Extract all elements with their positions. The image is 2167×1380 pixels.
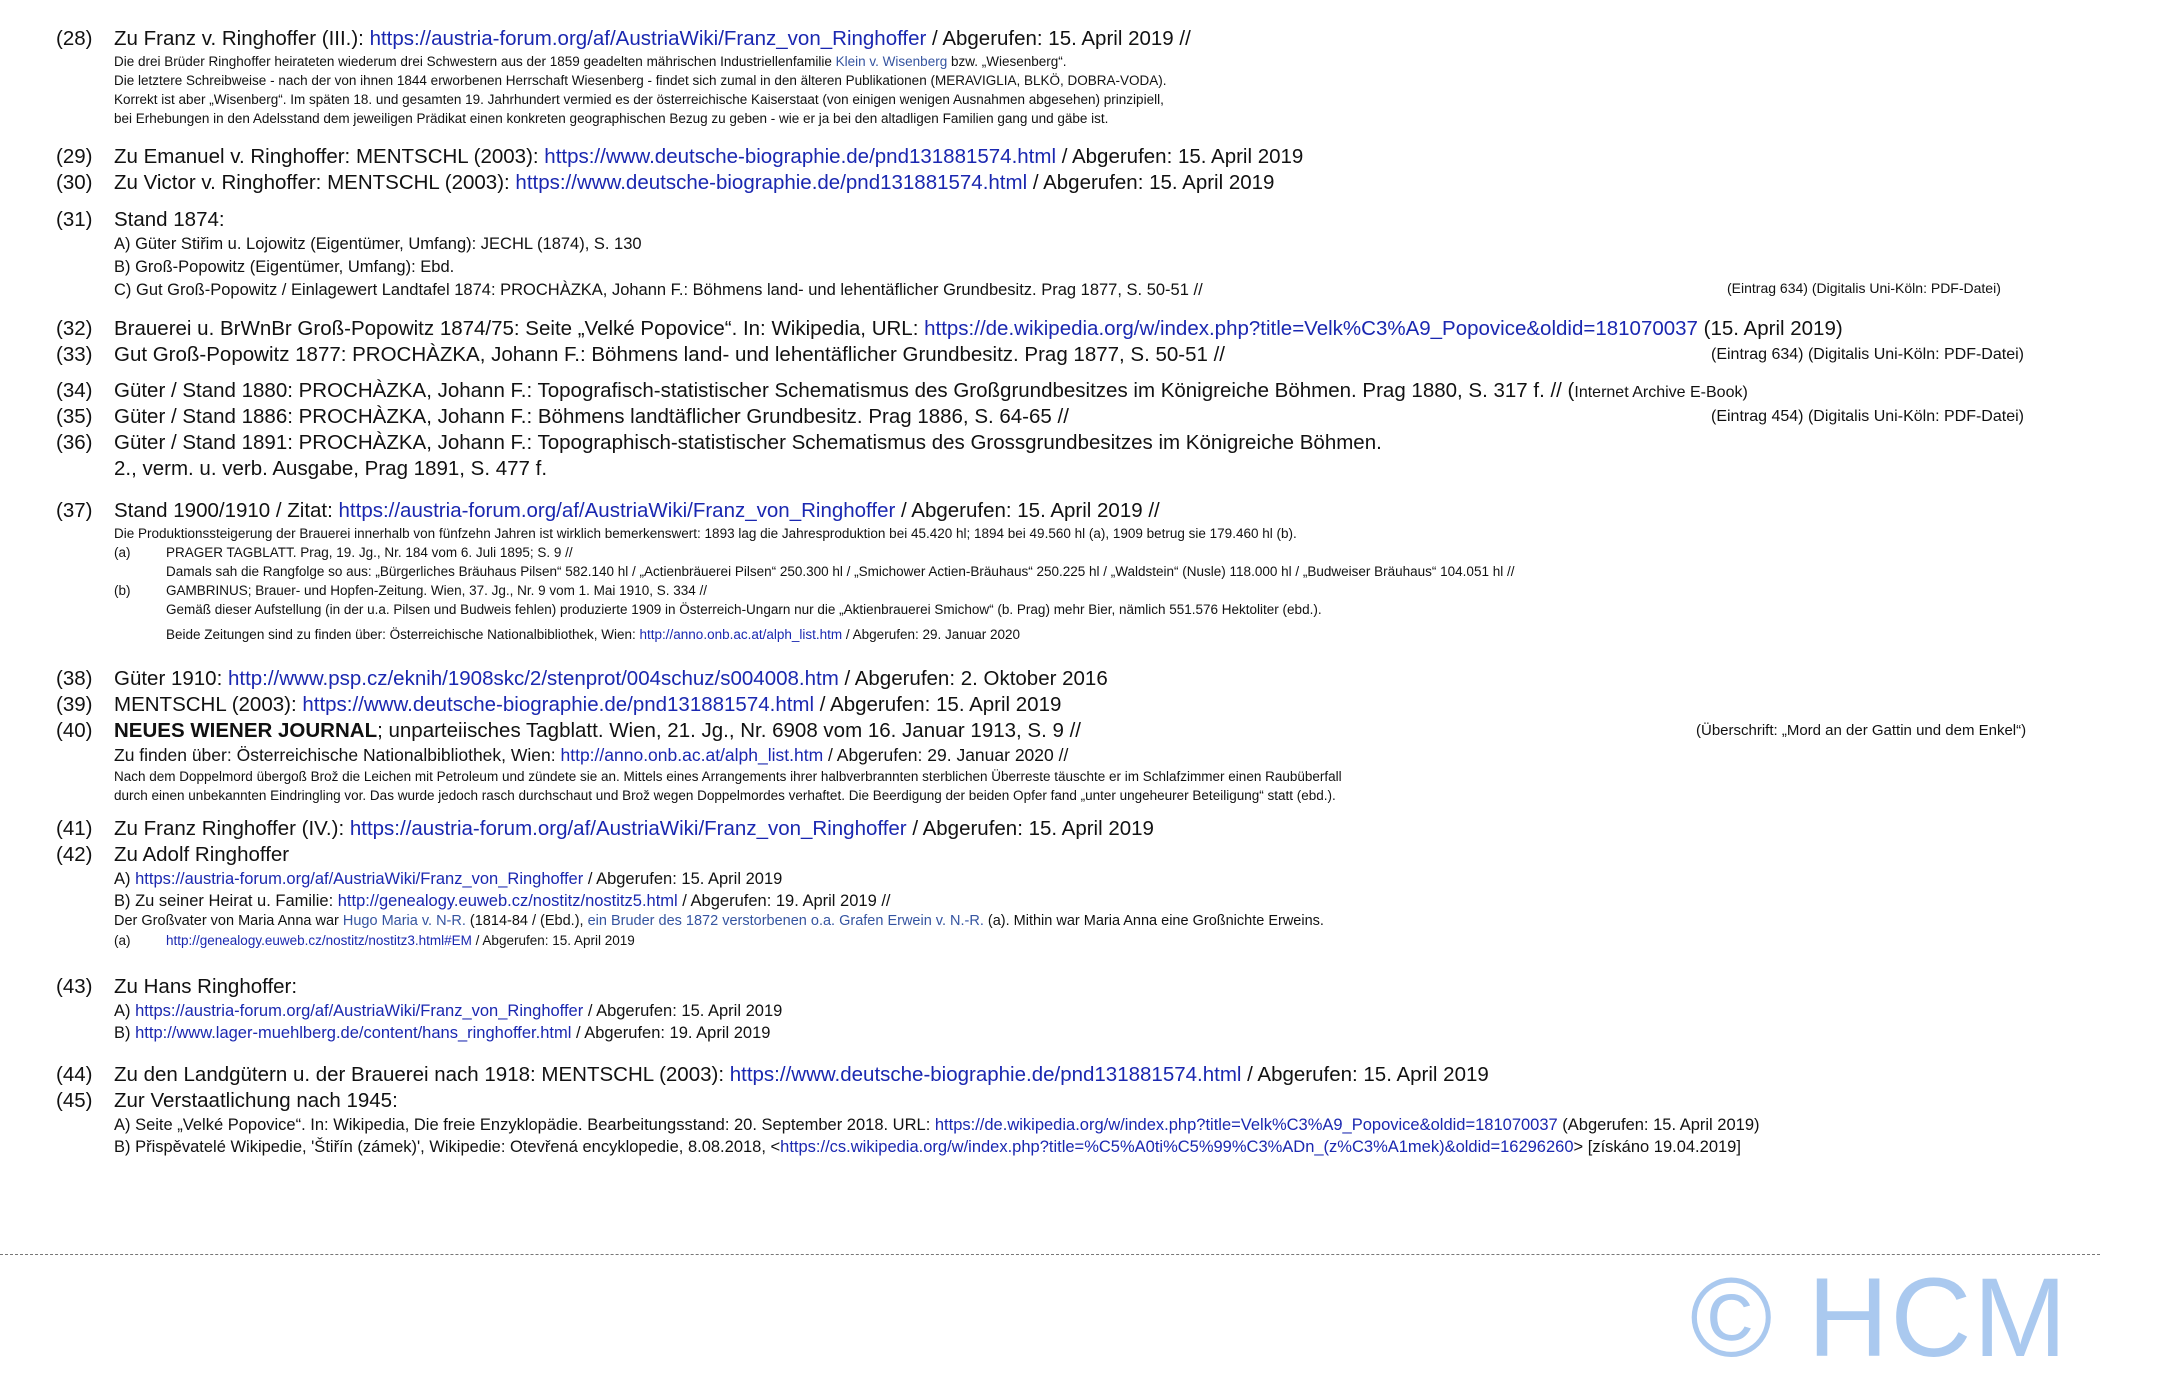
note-text: Beide Zeitungen sind zu finden über: Österreichische Nationalbibliothek, Wien: (166, 627, 640, 642)
item-text: / Abgerufen: 19. April 2019 // (677, 892, 891, 910)
link-austria-forum[interactable]: https://austria-forum.org/af/AustriaWiki/Franz_von_Ringhoffer (135, 870, 584, 888)
footnote-text: Güter 1910: (114, 667, 228, 690)
note-text: (1814-84 / (Ebd.), (465, 913, 588, 929)
note-line: bei Erhebungen in den Adelsstand dem jeweiligen Prädikat einen konkreten geographischen Bezug zu geben - wie er ja bei den altadligen Familien gang und gäbe ist. (114, 111, 1109, 126)
footnote-number: (28) (56, 27, 93, 50)
item-a (114, 1000, 782, 1022)
footnote-text: / Abgerufen: 15. April 2019 // (926, 27, 1191, 50)
footnote-number: (33) (56, 343, 93, 366)
note-text: / Abgerufen: 29. Januar 2020 (842, 627, 1021, 642)
footnote-number: (40) (56, 719, 93, 742)
note-text: Der Großvater von Maria Anna war (114, 913, 343, 929)
footnote-text: Zu Franz v. Ringhoffer (III.): (114, 27, 370, 50)
link-genealogy-nostitz5[interactable]: http://genealogy.euweb.cz/nostitz/nostitz5.html (337, 892, 678, 910)
item-b (114, 1136, 1760, 1158)
footnote-text: Gut Groß-Popowitz 1877: PROCHÀZKA, Johann F.: Böhmens land- und lehentäflicher Grundbesitz. Prag 1877, S. 50-51 // (114, 343, 1225, 366)
item-a (114, 1114, 1760, 1136)
item-a (114, 868, 1324, 890)
note-marker: (a) (114, 545, 131, 560)
find-line (114, 744, 2116, 767)
footnote-number: (36) (56, 431, 93, 454)
footnote-text: / Abgerufen: 2. Oktober 2016 (838, 667, 1108, 690)
link-wikipedia-de[interactable]: https://de.wikipedia.org/w/index.php?title=Velk%C3%A9_Popovice&oldid=181070037 (934, 1116, 1558, 1134)
footnote-number: (35) (56, 405, 93, 428)
footnote-text: Zu den Landgütern u. der Brauerei nach 1918: MENTSCHL (2003): (114, 1063, 730, 1086)
footnote-text: Zu Franz Ringhoffer (IV.): (114, 817, 350, 840)
item-text: A) (114, 1002, 136, 1020)
footnote-title: Zu Hans Ringhoffer: (114, 975, 298, 998)
footnote-text: / Abgerufen: 15. April 2019 (814, 693, 1062, 716)
footnote-text: / Abgerufen: 15. April 2019 (906, 817, 1154, 840)
link-anno-onb[interactable]: http://anno.onb.ac.at/alph_list.htm (560, 745, 824, 765)
note-line: durch einen unbekannten Eindringling vor. Das wurde jedoch rasch durchschaut und Brož wegen Doppelmordes verhaftet. Die Beerdigung der beiden Opfer fand „unter ungeheurer Beteiligung“ statt (ebd.). (114, 788, 1336, 803)
item-text: / Abgerufen: 19. April 2019 (571, 1024, 771, 1042)
footnote-number: (43) (56, 975, 93, 998)
item-text: / Abgerufen: 15. April 2019 (583, 1002, 783, 1020)
link-psp[interactable]: http://www.psp.cz/eknih/1908skc/2/stenprot/004schuz/s004008.htm (227, 667, 839, 690)
footnote-33 (56, 342, 2086, 368)
link-wikipedia-de[interactable]: https://de.wikipedia.org/w/index.php?title=Velk%C3%A9_Popovice&oldid=181070037 (924, 317, 1698, 340)
note-text: PRAGER TAGBLATT. Prag, 19. Jg., Nr. 184 vom 6. Juli 1895; S. 9 // (166, 545, 573, 560)
footnote-text: Güter / Stand 1886: PROCHÀZKA, Johann F.: Böhmens landtäflicher Grundbesitz. Prag 1886, S. 64-65 // (114, 405, 1069, 428)
source-note: (Eintrag 454) (Digitalis Uni-Köln: PDF-Datei) (1711, 408, 2024, 425)
footnote-text: Stand 1900/1910 / Zitat: (114, 499, 339, 522)
item-a: A) Güter Stiřim u. Lojowitz (Eigentümer, Umfang): JECHL (1874), S. 130 (114, 235, 642, 253)
note-text: Zu finden über: Österreichische Nationalbibliothek, Wien: (114, 745, 561, 765)
item-text: / Abgerufen: 15. April 2019 (583, 870, 783, 888)
note-text: / Abgerufen: 29. Januar 2020 // (823, 745, 1069, 765)
footnote-number: (37) (56, 499, 93, 522)
footnote-title: Zu Adolf Ringhoffer (114, 843, 290, 866)
link-deutsche-biographie[interactable]: https://www.deutsche-biographie.de/pnd131881574.html (544, 145, 1057, 168)
item-text: > [získáno 19.04.2019] (1573, 1138, 1741, 1156)
item-b (114, 1022, 782, 1044)
note-line: Nach dem Doppelmord übergoß Brož die Leichen mit Petroleum und zündete sie an. Mittels eines Arrangements ihrer halbverbrannten sterblichen Überreste täuschte er im Schlafzimmer einen Raubüberfall (114, 769, 1342, 784)
link-klein-wisenberg[interactable]: Klein v. Wisenberg (835, 54, 948, 69)
item-b (114, 890, 1324, 912)
source-note: (Eintrag 634) (Digitalis Uni-Köln: PDF-Datei) (1727, 280, 2001, 296)
link-lager-muehlberg[interactable]: http://www.lager-muehlberg.de/content/hans_ringhoffer.html (135, 1024, 572, 1042)
footnote-text: / Abgerufen: 15. April 2019 (1027, 171, 1275, 194)
note-line: Damals sah die Rangfolge so aus: „Bürgerliches Bräuhaus Pilsen“ 582.140 hl / „Actienbräuerei Pilsen“ 250.300 hl / „Smichower Actien-Bräuhaus“ 250.225 hl / „Waldstein“ (Nusle) 118.000 hl / „Budweiser Bräuhaus“ 104.051 hl // (166, 564, 1515, 579)
source-note: (Eintrag 634) (Digitalis Uni-Köln: PDF-Datei) (1711, 346, 2024, 363)
footnote-45 (56, 1088, 1760, 1158)
item-text: B) Zu seiner Heirat u. Familie: (114, 892, 338, 910)
footnote-title: Zur Verstaatlichung nach 1945: (114, 1089, 398, 1112)
newspaper-title: NEUES WIENER JOURNAL (114, 719, 378, 742)
item-text: (Abgerufen: 15. April 2019) (1557, 1116, 1760, 1134)
item-b: B) Groß-Popowitz (Eigentümer, Umfang): Ebd. (114, 258, 455, 276)
note-text: bzw. „Wiesenberg“. (947, 54, 1067, 69)
footnote-text: Zu Victor v. Ringhoffer: MENTSCHL (2003): (114, 171, 516, 194)
note-text: / Abgerufen: 15. April 2019 (471, 933, 635, 948)
footnote-number: (45) (56, 1089, 93, 1112)
note-text: Die drei Brüder Ringhoffer heirateten wiederum drei Schwestern aus der 1859 geadelten mährischen Industriellenfamilie (114, 54, 836, 69)
footnote-42 (56, 842, 1324, 950)
link-anno-onb[interactable]: http://anno.onb.ac.at/alph_list.htm (639, 627, 843, 642)
note-line (114, 543, 1514, 562)
footnote-number: (32) (56, 317, 93, 340)
source-note: Internet Archive E-Book) (1574, 384, 1748, 401)
footnote-number: (39) (56, 693, 93, 716)
footnote-text: 2., verm. u. verb. Ausgabe, Prag 1891, S. 477 f. (114, 457, 548, 480)
footnote-text: Güter / Stand 1891: PROCHÀZKA, Johann F.: Topographisch-statistischer Schematismus des Grossgrundbesitzes im Königreiche Böhmen. (114, 431, 1382, 454)
note-line (114, 931, 1324, 950)
footnote-number: (34) (56, 379, 93, 402)
note-marker: (b) (114, 583, 131, 598)
note-marker: (a) (114, 933, 131, 948)
footnote-text: Brauerei u. BrWnBr Groß-Popowitz 1874/75: Seite „Velké Popovice“. In: Wikipedia, URL: (114, 317, 925, 340)
note-text: (a). Mithin war Maria Anna eine Großnichte Erweins. (983, 913, 1324, 929)
footnote-number: (44) (56, 1063, 93, 1086)
note-line: Die Produktionssteigerung der Brauerei innerhalb von fünfzehn Jahren ist wirklich bemerkenswert: 1893 lag die Jahresproduktion bei 45.420 hl; 1894 bei 49.560 hl (a), 1909 betrug sie 179.460 hl (b). (114, 526, 1297, 541)
link-erwein[interactable]: ein Bruder des 1872 verstorbenen o.a. Grafen Erwein v. N.-R. (587, 913, 984, 929)
note-line: Die letztere Schreibweise - nach der von ihnen 1844 erworbenen Herrschaft Wiesenberg - findet sich zumal in den älteren Publikationen (MERAVIGLIA, BLKÖ, DOBRA-VODA). (114, 73, 1167, 88)
footnote-text: Zu Emanuel v. Ringhoffer: MENTSCHL (2003): (114, 145, 545, 168)
footnote-text: MENTSCHL (2003): (114, 693, 303, 716)
link-wikipedia-cs[interactable]: https://cs.wikipedia.org/w/index.php?title=%C5%A0ti%C5%99%C3%ADn_(z%C3%A1mek)&oldid=16296260 (780, 1138, 1574, 1156)
hcm-copyright-logo: © HCM (1690, 1255, 2069, 1380)
footnote-number: (41) (56, 817, 93, 840)
footnote-34 (56, 378, 2086, 404)
link-austria-forum[interactable]: https://austria-forum.org/af/AustriaWiki/Franz_von_Ringhoffer (338, 499, 896, 522)
link-austria-forum[interactable]: https://austria-forum.org/af/AustriaWiki/Franz_von_Ringhoffer (349, 817, 907, 840)
footnote-43 (56, 974, 782, 1044)
note-line: Korrekt ist aber „Wisenberg“. Im späten 18. und gesamten 19. Jahrhundert vermied es der österreichische Kaiserstaat (von einigen wenigen Ausnahmen abgesehen) prinzipiell, (114, 92, 1164, 107)
footnote-text: / Abgerufen: 15. April 2019 (1241, 1063, 1489, 1086)
link-austria-forum[interactable]: https://austria-forum.org/af/AustriaWiki/Franz_von_Ringhoffer (135, 1002, 584, 1020)
note-line: Gemäß dieser Aufstellung (in der u.a. Pilsen und Budweis fehlen) produzierte 1909 in Österreich-Ungarn nur die „Aktienbrauerei Smichow“ (b. Prag) mehr Bier, nämlich 551.576 Hektoliter (ebd.). (166, 602, 1322, 617)
headline-note: (Überschrift: „Mord an der Gattin und dem Enkel“) (1696, 722, 2027, 739)
item-text: B) (114, 1024, 136, 1042)
footnote-text: Güter / Stand 1880: PROCHÀZKA, Johann F.: Topografisch-statistischer Schematismus des Großgrundbesitzes im Königreiche Böhmen. Prag 1880, S. 317 f. // ( (114, 379, 1575, 402)
link-austria-forum[interactable]: https://austria-forum.org/af/AustriaWiki/Franz_von_Ringhoffer (369, 27, 927, 50)
footnote-number: (29) (56, 145, 93, 168)
footnote-title: Stand 1874: (114, 208, 225, 231)
link-genealogy-nostitz3[interactable]: http://genealogy.euweb.cz/nostitz/nostitz3.html#EM (166, 933, 472, 948)
note-line (166, 625, 1514, 644)
note-line (114, 52, 1167, 71)
item-text: C) Gut Groß-Popowitz / Einlagewert Landtafel 1874: PROCHÀZKA, Johann F.: Böhmens land- und lehentäflicher Grundbesitz. Prag 1877, S. 50-51 // (114, 281, 1203, 299)
note-line (114, 581, 1514, 600)
note-line (114, 912, 1324, 931)
footnote-37 (56, 498, 1514, 644)
footnote-number: (30) (56, 171, 93, 194)
footnote-text: / Abgerufen: 15. April 2019 (1056, 145, 1304, 168)
link-deutsche-biographie[interactable]: https://www.deutsche-biographie.de/pnd131881574.html (302, 693, 815, 716)
link-deutsche-biographie[interactable]: https://www.deutsche-biographie.de/pnd131881574.html (729, 1063, 1242, 1086)
link-deutsche-biographie[interactable]: https://www.deutsche-biographie.de/pnd131881574.html (515, 171, 1028, 194)
item-c (114, 279, 2056, 302)
footnote-number: (42) (56, 843, 93, 866)
footnote-31 (56, 207, 2056, 302)
footnote-text: ; unparteiisches Tagblatt. Wien, 21. Jg., Nr. 6908 vom 16. Januar 1913, S. 9 // (377, 719, 1081, 742)
item-text: B) Přispěvatelé Wikipedie, 'Štiřín (zámek)', Wikipedie: Otevřená encyklopedie, 8.08.2018, < (114, 1138, 781, 1156)
footnote-text: / Abgerufen: 15. April 2019 // (895, 499, 1160, 522)
footnote-text: (15. April 2019) (1697, 317, 1843, 340)
note-text: GAMBRINUS; Brauer- und Hopfen-Zeitung. Wien, 37. Jg., Nr. 9 vom 1. Mai 1910, S. 334 // (166, 583, 707, 598)
item-text: A) Seite „Velké Popovice“. In: Wikipedia, Die freie Enzyklopädie. Bearbeitungsstand: 20. September 2018. URL: (114, 1116, 935, 1134)
footnote-number: (38) (56, 667, 93, 690)
item-text: A) (114, 870, 136, 888)
link-hugo-maria[interactable]: Hugo Maria v. N-R. (342, 913, 466, 929)
footnote-number: (31) (56, 208, 93, 231)
footnote-40 (56, 718, 2116, 805)
footnote-35 (56, 404, 2086, 430)
footnote-28 (56, 26, 1191, 128)
